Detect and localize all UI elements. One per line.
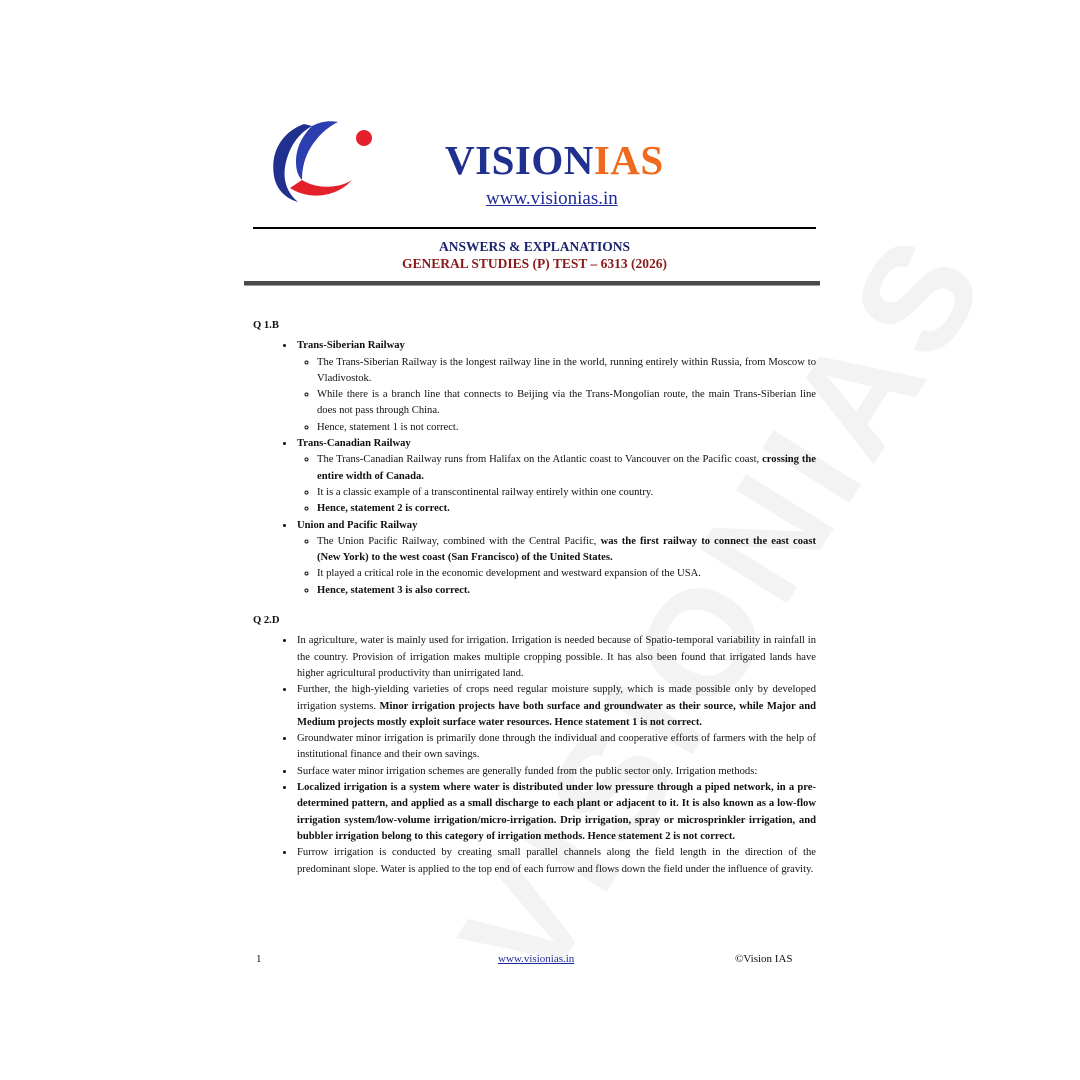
question-label-1: Q 1.B — [253, 320, 279, 331]
page-number: 1 — [256, 953, 262, 965]
visionias-logo — [268, 118, 380, 204]
header-website-link[interactable]: www.visionias.in — [486, 188, 618, 209]
q1-s2-point-3: ◦ Hence, statement 2 is correct. — [317, 501, 816, 517]
heading-line-1: ANSWERS & EXPLANATIONS — [438, 239, 631, 254]
header-divider — [253, 227, 816, 229]
document-body — [253, 318, 816, 878]
q1-section-title-2: • Trans-Canadian Railway ◦ The Trans-Canadian Railway runs from Halifax on the Atlantic coast to Vancouver on the Pacific coast, crossing the entire width of Canada. ◦ It is a classic example of a transcontinental railway entirely within one country. ◦ Hence, statement 2 is correct. — [295, 436, 816, 517]
q2-point-3: • Groundwater minor irrigation is primarily done through the individual and cooperative efforts of farmers with the help of institutional finance and their own savings. — [295, 731, 816, 764]
brand-vision: VISION — [445, 137, 594, 183]
question-label-2: Q 2.D — [253, 615, 280, 627]
q1-s1-point-3: ◦ Hence, statement 1 is not correct. — [317, 420, 816, 436]
q1-section-title-1: • Trans-Siberian Railway ◦ The Trans-Siberian Railway is the longest railway line in the world, running entirely within Russia, from Moscow to Vladivostok. ◦ While there is a branch line that connects to Beijing via the Trans-Mongolian route, the main Trans-Siberian line does not pass through China. ◦ Hence, statement 1 is not correct. — [295, 338, 816, 436]
q1-s3-point-1: ◦ The Union Pacific Railway, combined with the Central Pacific, was the first railway to connect the east coast (New York) to the west coast (San Francisco) of the United States. — [317, 534, 816, 567]
q1-section-title-3: • Union and Pacific Railway ◦ The Union Pacific Railway, combined with the Central Pacific, was the first railway to connect the east coast (New York) to the west coast (San Francisco) of the United States. ◦ It played a critical role in the economic development and westward expansion of the USA. ◦ Hence, statement 3 is also correct. — [295, 518, 816, 599]
q1-s3-point-2: ◦ It played a critical role in the economic development and westward expansion of the USA. — [317, 566, 816, 582]
brand-name — [445, 136, 664, 184]
q2-point-5: • Localized irrigation is a system where water is distributed under low pressure through a piped network, in a pre-determined pattern, and applied as a small discharge to each plant or adjacent to it. It is also known as a low-flow irrigation system/low-volume irrigation/micro-irrigation. Drip irrigation, spray or microsprinkler irrigation, and bubbler irrigation belong to this category of irrigation methods. Hence statement 2 is not correct. — [295, 780, 816, 845]
q1-s1-point-2: ◦ While there is a branch line that connects to Beijing via the Trans-Mongolian route, the main Trans-Siberian line does not pass through China. — [317, 387, 816, 420]
q1-s3-point-3: ◦ Hence, statement 3 is also correct. — [317, 583, 816, 599]
q1-s1-point-1: ◦ The Trans-Siberian Railway is the longest railway line in the world, running entirely within Russia, from Moscow to Vladivostok. — [317, 355, 816, 388]
copyright-text: ©Vision IAS — [735, 953, 793, 965]
brand-ias: IAS — [593, 137, 664, 183]
heading-divider — [244, 281, 820, 285]
heading-line-2: GENERAL STUDIES (P) TEST – 6313 (2026) — [401, 256, 668, 271]
q1-s2-point-1: ◦ The Trans-Canadian Railway runs from Halifax on the Atlantic coast to Vancouver on the Pacific coast, crossing the entire width of Canada. — [317, 452, 816, 485]
q1-s2-point-2: ◦ It is a classic example of a transcontinental railway entirely within one country. — [317, 485, 816, 501]
q2-point-2: • Further, the high-yielding varieties of crops need regular moisture supply, which is made possible only by developed irrigation systems. Minor irrigation projects have both surface and groundwater as their source, while Major and Medium projects mostly exploit surface water resources. Hence statement 1 is not correct. — [295, 682, 816, 731]
footer-website-link[interactable]: www.visionias.in — [498, 953, 575, 965]
document-heading — [253, 238, 816, 272]
q2-point-4: • Surface water minor irrigation schemes are generally funded from the public sector only. Irrigation methods: — [295, 764, 816, 780]
q2-point-6: • Furrow irrigation is conducted by creating small parallel channels along the field length in the direction of the predominant slope. Water is applied to the top end of each furrow and flows down the field under the influence of gravity. — [295, 845, 816, 878]
q2-point-1: • In agriculture, water is mainly used for irrigation. Irrigation is needed because of Spatio-temporal variability in rainfall in the country. Provision of irrigation makes multiple cropping possible. It has also been found that irrigated lands have higher agricultural productivity than unirrigated land. — [295, 633, 816, 682]
